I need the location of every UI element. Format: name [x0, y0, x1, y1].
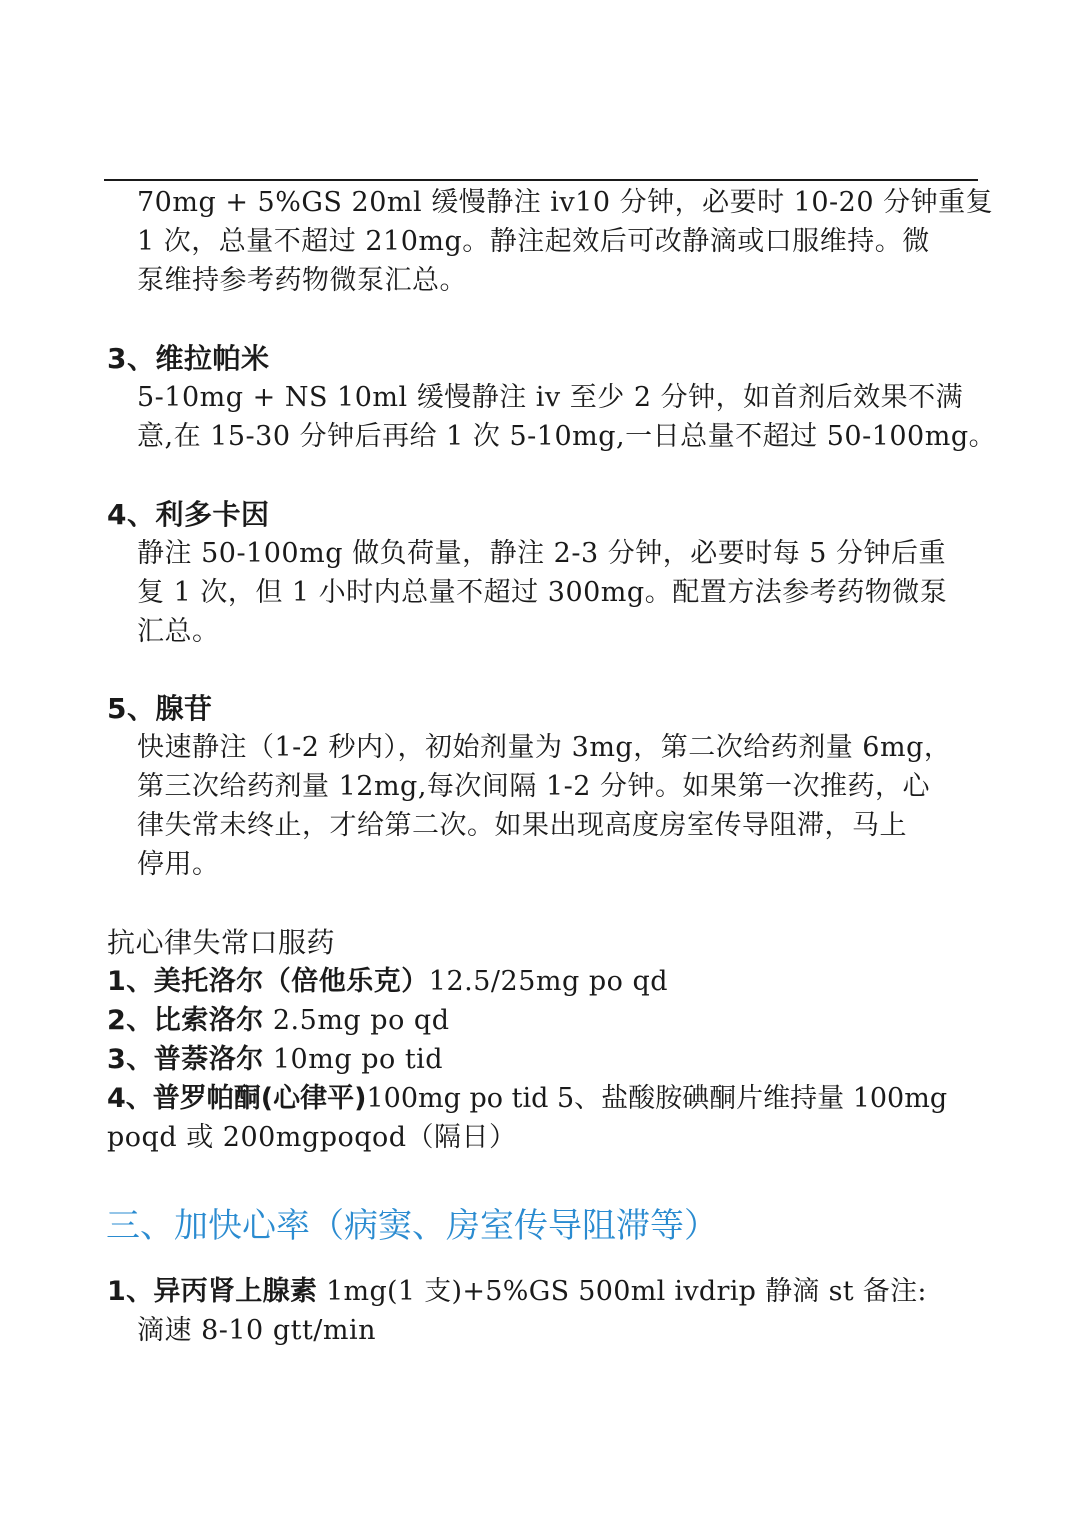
- item3-line-1: 5-10mg + NS 10ml 缓慢静注 iv 至少 2 分钟，如首剂后效果不满: [137, 382, 964, 413]
- section3-title: 三、加快心率（病窦、房室传导阻滞等）: [106, 1206, 718, 1246]
- header-rule: [104, 179, 978, 181]
- oral-last-line: poqd 或 200mgpoqod（隔日）: [107, 1122, 517, 1153]
- item4-line-3: 汇总。: [137, 616, 220, 647]
- item4-heading: 4、利多卡因: [107, 498, 270, 531]
- oral-item-3-name: 3、普萘洛尔: [107, 1044, 264, 1075]
- continuation-line-2: 1 次，总量不超过 210mg。静注起效后可改静滴或口服维持。微: [137, 226, 930, 257]
- section3-item-1-line2: 滴速 8-10 gtt/min: [137, 1315, 377, 1346]
- item4-line-2: 复 1 次，但 1 小时内总量不超过 300mg。配置方法参考药物微泵: [137, 577, 948, 608]
- oral-title: 抗心律失常口服药: [107, 926, 336, 959]
- oral-item-4-name: 4、普罗帕酮(心律平): [107, 1083, 367, 1114]
- item4-line-1: 静注 50-100mg 做负荷量，静注 2-3 分钟，必要时每 5 分钟后重: [137, 538, 947, 569]
- oral-item-3-dose: 10mg po tid: [263, 1044, 444, 1075]
- section3-item-1: [107, 1273, 927, 1311]
- oral-item-2-dose: 2.5mg po qd: [263, 1005, 450, 1036]
- item5-line-1: 快速静注（1-2 秒内），初始剂量为 3mg，第二次给药剂量 6mg，: [137, 732, 952, 763]
- section3-item-1-dose: 1mg(1 支)+5%GS 500ml ivdrip 静滴 st 备注:: [317, 1276, 927, 1307]
- section3-item-1-name: 1、异丙肾上腺素: [107, 1276, 318, 1307]
- item3-line-2: 意,在 15-30 分钟后再给 1 次 5-10mg,一日总量不超过 50-100mg。: [137, 421, 997, 452]
- oral-item-3: [107, 1041, 443, 1079]
- continuation-line-1: 70mg + 5%GS 20ml 缓慢静注 iv10 分钟，必要时 10-20 分钟重复: [137, 187, 994, 218]
- item5-line-2: 第三次给药剂量 12mg,每次间隔 1-2 分钟。如果第一次推药，心: [137, 771, 931, 802]
- continuation-line-3: 泵维持参考药物微泵汇总。: [137, 265, 467, 296]
- oral-item-4-dose: 100mg po tid 5、盐酸胺碘酮片维持量 100mg: [366, 1083, 948, 1114]
- oral-item-4: [107, 1080, 947, 1118]
- oral-item-2: [107, 1002, 449, 1040]
- item3-heading: 3、维拉帕米: [107, 342, 270, 375]
- oral-item-2-name: 2、比索洛尔: [107, 1005, 264, 1036]
- oral-item-1-dose: 12.5/25mg po qd: [428, 966, 669, 997]
- item5-heading: 5、腺苷: [107, 692, 213, 725]
- oral-item-1: [107, 963, 668, 1001]
- item5-line-4: 停用。: [137, 849, 220, 880]
- item5-line-3: 律失常未终止，才给第二次。如果出现高度房室传导阻滞，马上: [137, 810, 907, 841]
- oral-item-1-name: 1、美托洛尔（倍他乐克）: [107, 966, 429, 997]
